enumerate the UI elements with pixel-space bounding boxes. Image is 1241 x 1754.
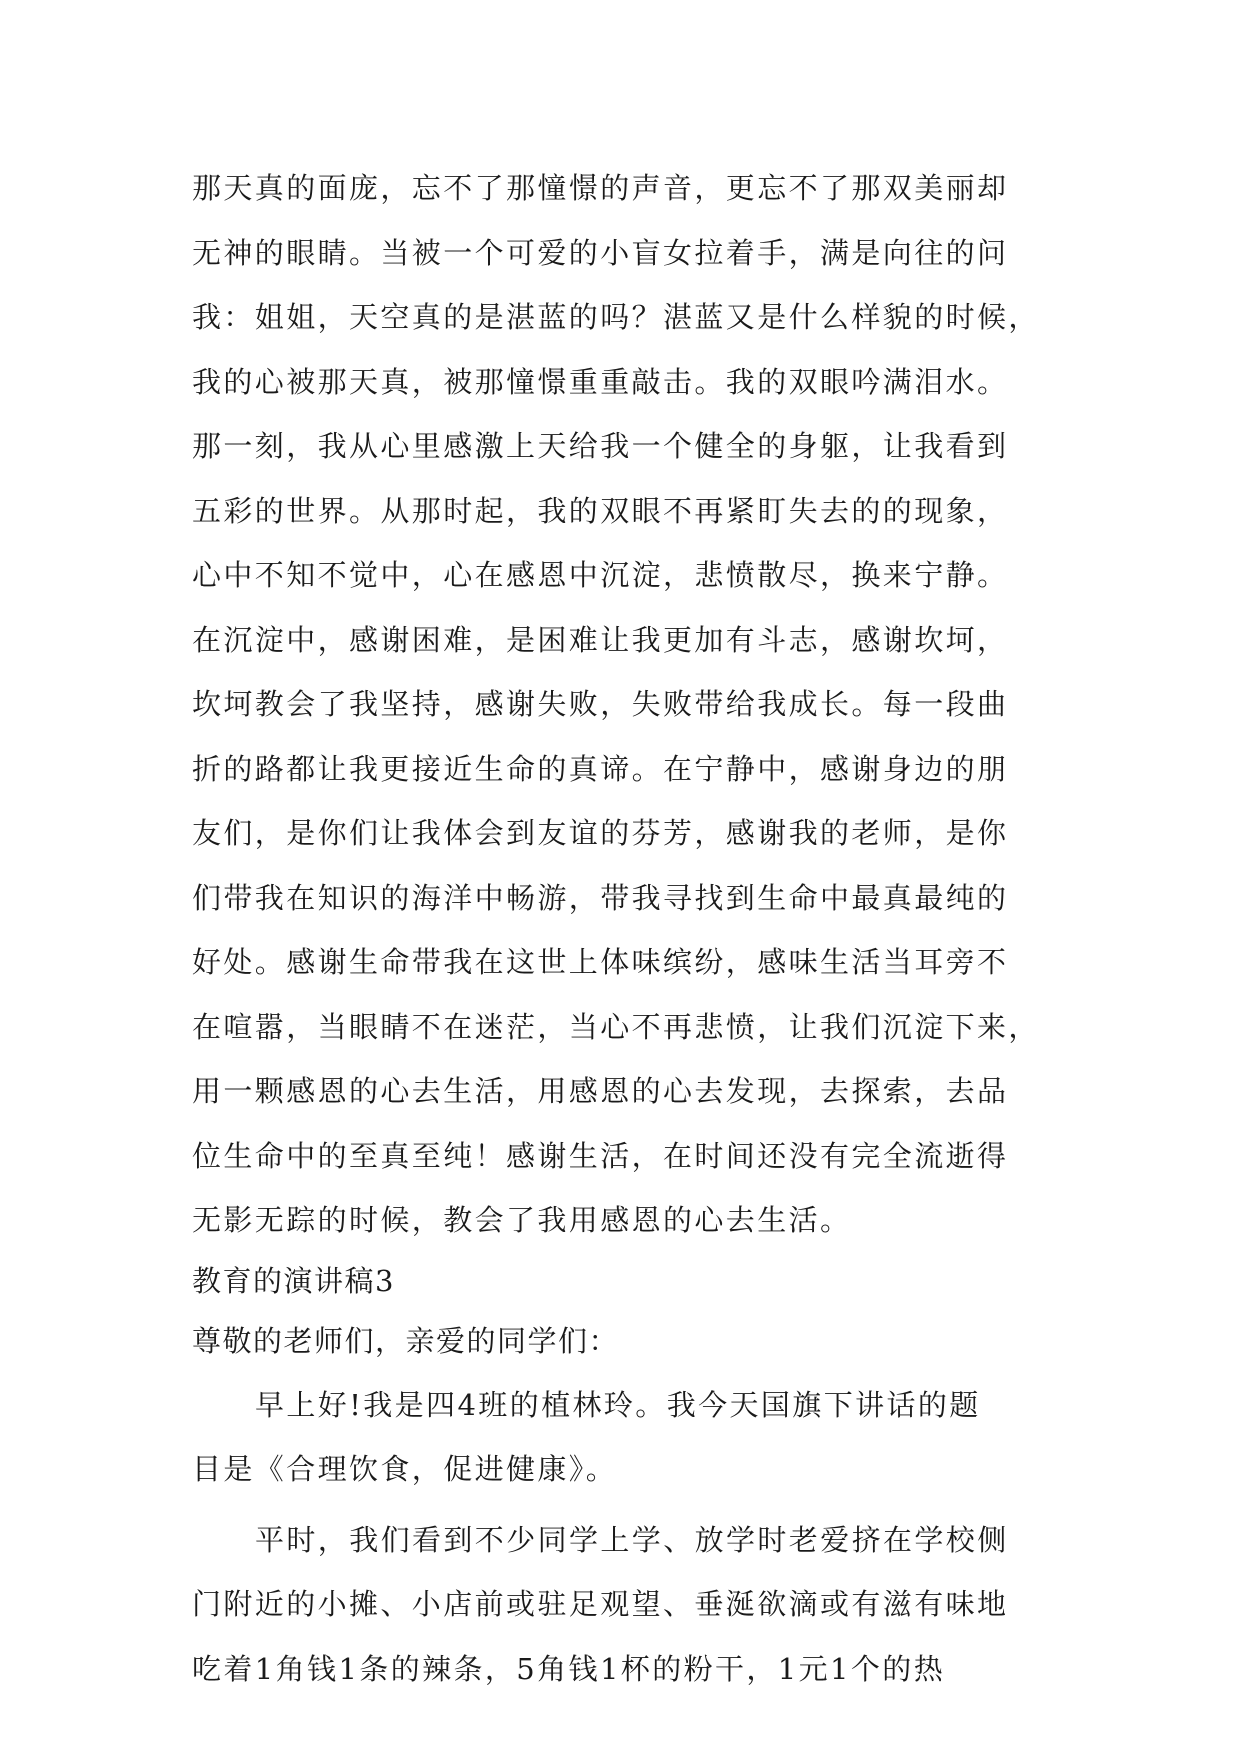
salutation: 尊敬的老师们，亲爱的同学们： [192,1323,620,1358]
text-line: 用一颗感恩的心去生活，用感恩的心去发现，去探索，去品 [192,1074,1009,1108]
text-line: 好处。感谢生命带我在这世上体味缤纷，感味生活当耳旁不 [192,945,1009,979]
text-line: 吃着1角钱1条的辣条，5角钱1杯的粉干，1元1个的热 [192,1651,946,1686]
text-line: 那天真的面庞，忘不了那憧憬的声音，更忘不了那双美丽却 [192,171,1009,205]
paragraph-1 [192,156,1050,1253]
text-line: 心中不知不觉中，心在感恩中沉淀，悲愤散尽，换来宁静。 [192,558,1009,592]
paragraph-3 [192,1508,1050,1702]
section-heading: 教育的演讲稿3 [192,1263,395,1298]
paragraph-2 [192,1373,1050,1502]
text-line: 我的心被那天真，被那憧憬重重敲击。我的双眼吟满泪水。 [192,364,1009,399]
text-line: 平时，我们看到不少同学上学、放学时老爱挤在学校侧 [255,1522,1009,1557]
text-line: 五彩的世界。从那时起，我的双眼不再紧盯失去的的现象， [192,493,1009,528]
text-line: 坎坷教会了我坚持，感谢失败，失败带给我成长。每一段曲 [192,687,1009,721]
text-line: 无影无踪的时候，教会了我用感恩的心去生活。 [192,1203,852,1237]
text-line: 折的路都让我更接近生命的真谛。在宁静中，感谢身边的朋 [192,751,1009,786]
text-line: 无神的眼睛。当被一个可爱的小盲女拉着手，满是向往的问 [192,235,1009,270]
text-line: 位生命中的至真至纯！感谢生活，在时间还没有完全流逝得 [192,1138,1009,1173]
document-body [192,156,1050,1701]
text-line: 在沉淀中，感谢困难，是困难让我更加有斗志，感谢坎坷， [192,622,1009,657]
text-line: 们带我在知识的海洋中畅游，带我寻找到生命中最真最纯的 [192,880,1009,915]
text-line: 在喧嚣，当眼睛不在迷茫，当心不再悲愤，让我们沉淀下来， [192,1009,1040,1044]
text-line: 我：姐姐，天空真的是湛蓝的吗？湛蓝又是什么样貌的时候， [192,300,1040,334]
text-line: 那一刻，我从心里感激上天给我一个健全的身躯，让我看到 [192,429,1009,463]
text-line: 早上好!我是四4班的植林玲。我今天国旗下讲话的题 [255,1387,981,1422]
text-line: 目是《合理饮食，促进健康》。 [192,1452,618,1486]
text-line: 友们，是你们让我体会到友谊的芬芳，感谢我的老师，是你 [192,816,1009,850]
text-line: 门附近的小摊、小店前或驻足观望、垂涎欲滴或有滋有味地 [192,1587,1009,1621]
